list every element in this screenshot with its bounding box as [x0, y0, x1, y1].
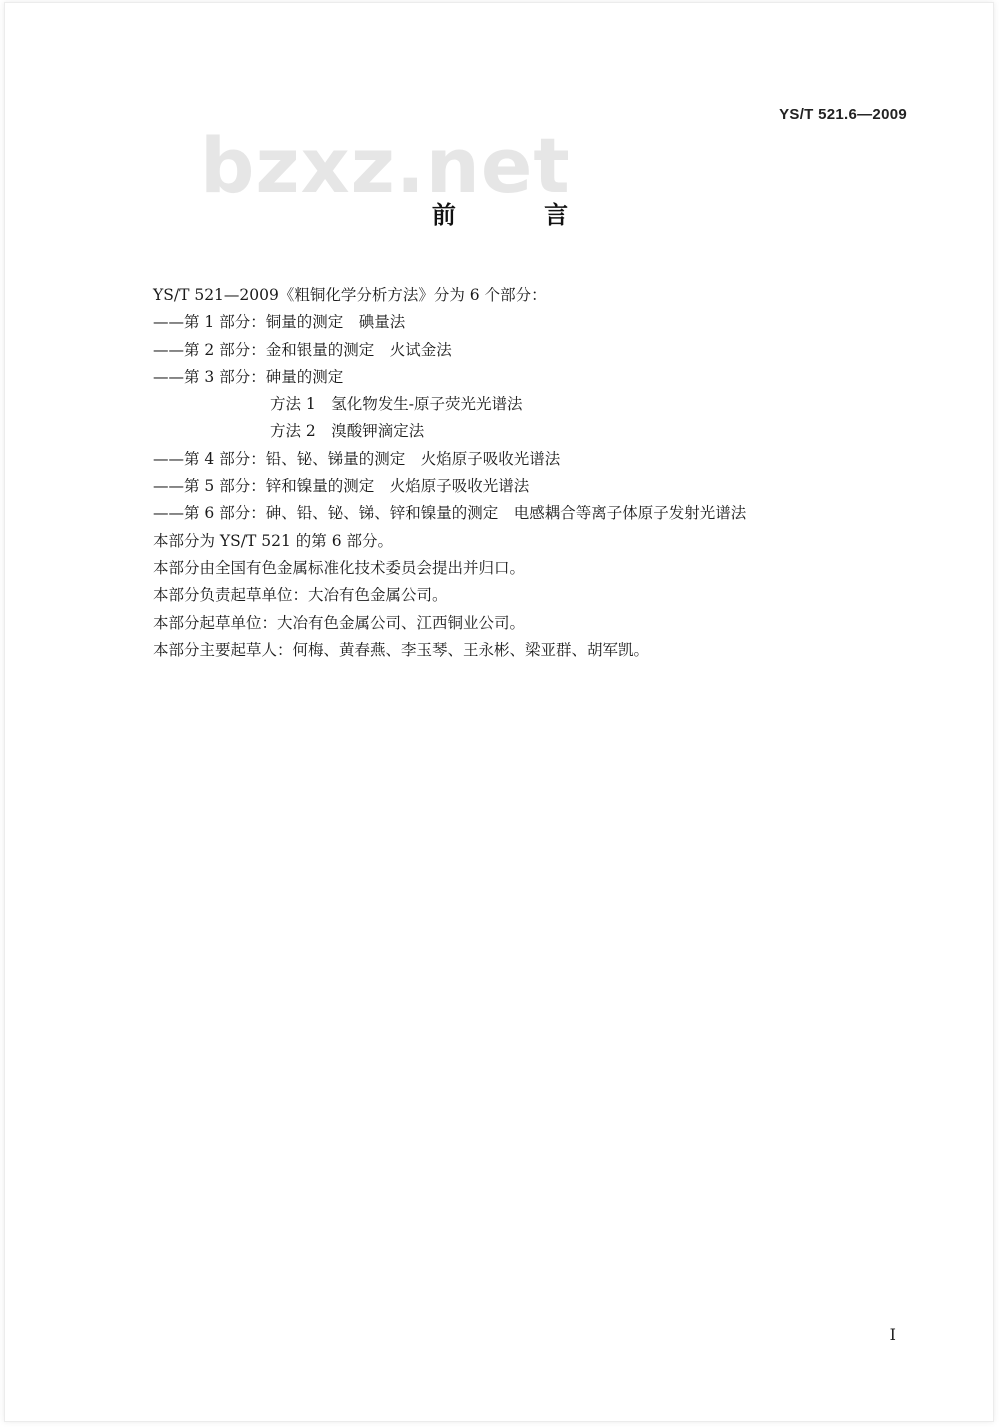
page-number: I — [889, 1325, 896, 1344]
page-title: 前 言 — [431, 201, 609, 229]
part-line-4: ——第 4 部分：铅、铋、锑量的测定 火焰原子吸收光谱法 — [153, 449, 561, 468]
standard-code: YS/T 521.6—2009 — [779, 106, 907, 123]
statement-main-drafters: 本部分主要起草人：何梅、黄春燕、李玉琴、王永彬、梁亚群、胡军凯。 — [153, 640, 650, 659]
statement-lead-drafter: 本部分负责起草单位：大冶有色金属公司。 — [153, 586, 448, 605]
statement-drafting-units: 本部分起草单位：大冶有色金属公司、江西铜业公司。 — [153, 613, 526, 632]
foreword-body — [153, 282, 913, 664]
part-line-3: ——第 3 部分：砷量的测定 — [153, 367, 344, 386]
statement-part-number: 本部分为 YS/T 521 的第 6 部分。 — [153, 531, 393, 550]
part-line-5: ——第 5 部分：锌和镍量的测定 火焰原子吸收光谱法 — [153, 477, 530, 496]
part-line-2: ——第 2 部分：金和银量的测定 火试金法 — [153, 340, 452, 359]
watermark: bzxz.net — [200, 121, 571, 210]
method-line-2: 方法 2 溴酸钾滴定法 — [270, 422, 425, 441]
statement-proposer: 本部分由全国有色金属标准化技术委员会提出并归口。 — [153, 558, 526, 577]
intro-line: YS/T 521—2009《粗铜化学分析方法》分为 6 个部分： — [153, 286, 547, 304]
part-line-1: ——第 1 部分：铜量的测定 碘量法 — [153, 313, 406, 332]
part-line-6: ——第 6 部分：砷、铅、铋、锑、锌和镍量的测定 电感耦合等离子体原子发射光谱法 — [153, 504, 747, 523]
method-line-1: 方法 1 氢化物发生-原子荧光光谱法 — [270, 395, 523, 414]
